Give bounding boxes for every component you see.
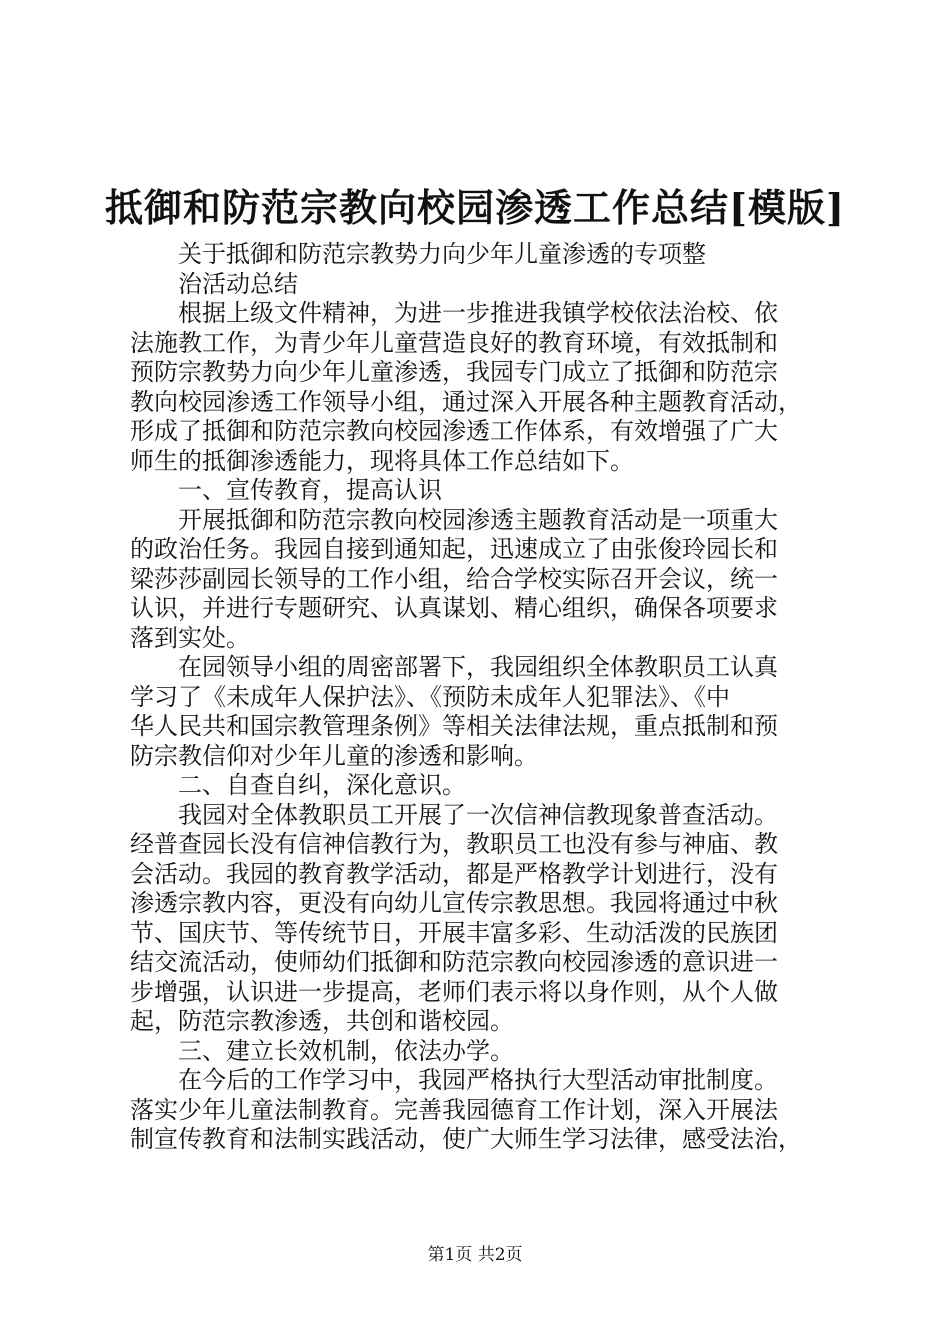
text-line: 防宗教信仰对少年儿童的渗透和影响。: [130, 741, 538, 770]
text-line: 认识，并进行专题研究、认真谋划、精心组织，确保各项要求: [130, 594, 778, 622]
text-line: 步增强，认识进一步提高，老师们表示将以身作则，从个人做: [130, 977, 778, 1006]
text-line: 落到实处。: [130, 623, 250, 652]
text-line: 学习了《未成年人保护法》、《预防未成年人犯罪法》、《中: [130, 682, 730, 711]
text-line: 形成了抵御和防范宗教向校园渗透工作体系，有效增强了广大: [130, 417, 778, 445]
text-line: 师生的抵御渗透能力，现将具体工作总结如下。: [130, 446, 634, 475]
text-line: 在今后的工作学习中，我园严格执行大型活动审批制度。: [178, 1066, 778, 1094]
text-line: 我园对全体教职员工开展了一次信神信教现象普查活动。: [178, 800, 778, 829]
text-line: 华人民共和国宗教管理条例》等相关法律法规，重点抵制和预: [130, 712, 778, 740]
page-footer: 第1页 共2页: [427, 1245, 523, 1265]
text-line: 法施教工作，为青少年儿童营造良好的教育环境，有效抵制和: [130, 328, 778, 357]
text-line: 三、建立长效机制，依法办学。: [178, 1036, 514, 1065]
text-line: 预防宗教势力向少年儿童渗透，我园专门成立了抵御和防范宗: [130, 358, 778, 386]
text-line: 起，防范宗教渗透，共创和谐校园。: [130, 1007, 514, 1035]
document-body: [130, 240, 825, 1155]
text-line: 教向校园渗透工作领导小组，通过深入开展各种主题教育活动，: [130, 387, 802, 416]
text-line: 梁莎莎副园长领导的工作小组，给合学校实际召开会议，统一: [130, 564, 778, 593]
text-line: 节、国庆节、等传统节日，开展丰富多彩、生动活泼的民族团: [130, 918, 778, 947]
text-line: 在园领导小组的周密部署下，我园组织全体教职员工认真: [178, 653, 778, 681]
text-line: 结交流活动，使师幼们抵御和防范宗教向校园渗透的意识进一: [130, 948, 778, 976]
text-line: 根据上级文件精神，为进一步推进我镇学校依法治校、依: [178, 299, 778, 327]
text-line: 制宣传教育和法制实践活动，使广大师生学习法律，感受法治，: [130, 1125, 802, 1153]
text-line: 经普查园长没有信神信教行为，教职员工也没有参与神庙、教: [130, 830, 778, 858]
subtitle-line: 关于抵御和防范宗教势力向少年儿童渗透的专项整: [178, 240, 706, 268]
text-line: 的政治任务。我园自接到通知起，迅速成立了由张俊玲园长和: [130, 535, 778, 563]
document-title: 抵御和防范宗教向校园渗透工作总结[模版]: [105, 185, 845, 230]
text-line: 一、宣传教育，提高认识: [178, 476, 442, 504]
text-line: 二、自查自纠，深化意识。: [178, 771, 466, 799]
text-line: 渗透宗教内容，更没有向幼儿宣传宗教思想。我园将通过中秋: [130, 889, 778, 917]
text-line: 开展抵御和防范宗教向校园渗透主题教育活动是一项重大: [178, 505, 778, 534]
text-line: 会活动。我园的教育教学活动，都是严格教学计划进行，没有: [130, 859, 778, 888]
subtitle-line: 治活动总结: [178, 269, 298, 298]
text-line: 落实少年儿童法制教育。完善我园德育工作计划，深入开展法: [130, 1095, 778, 1124]
